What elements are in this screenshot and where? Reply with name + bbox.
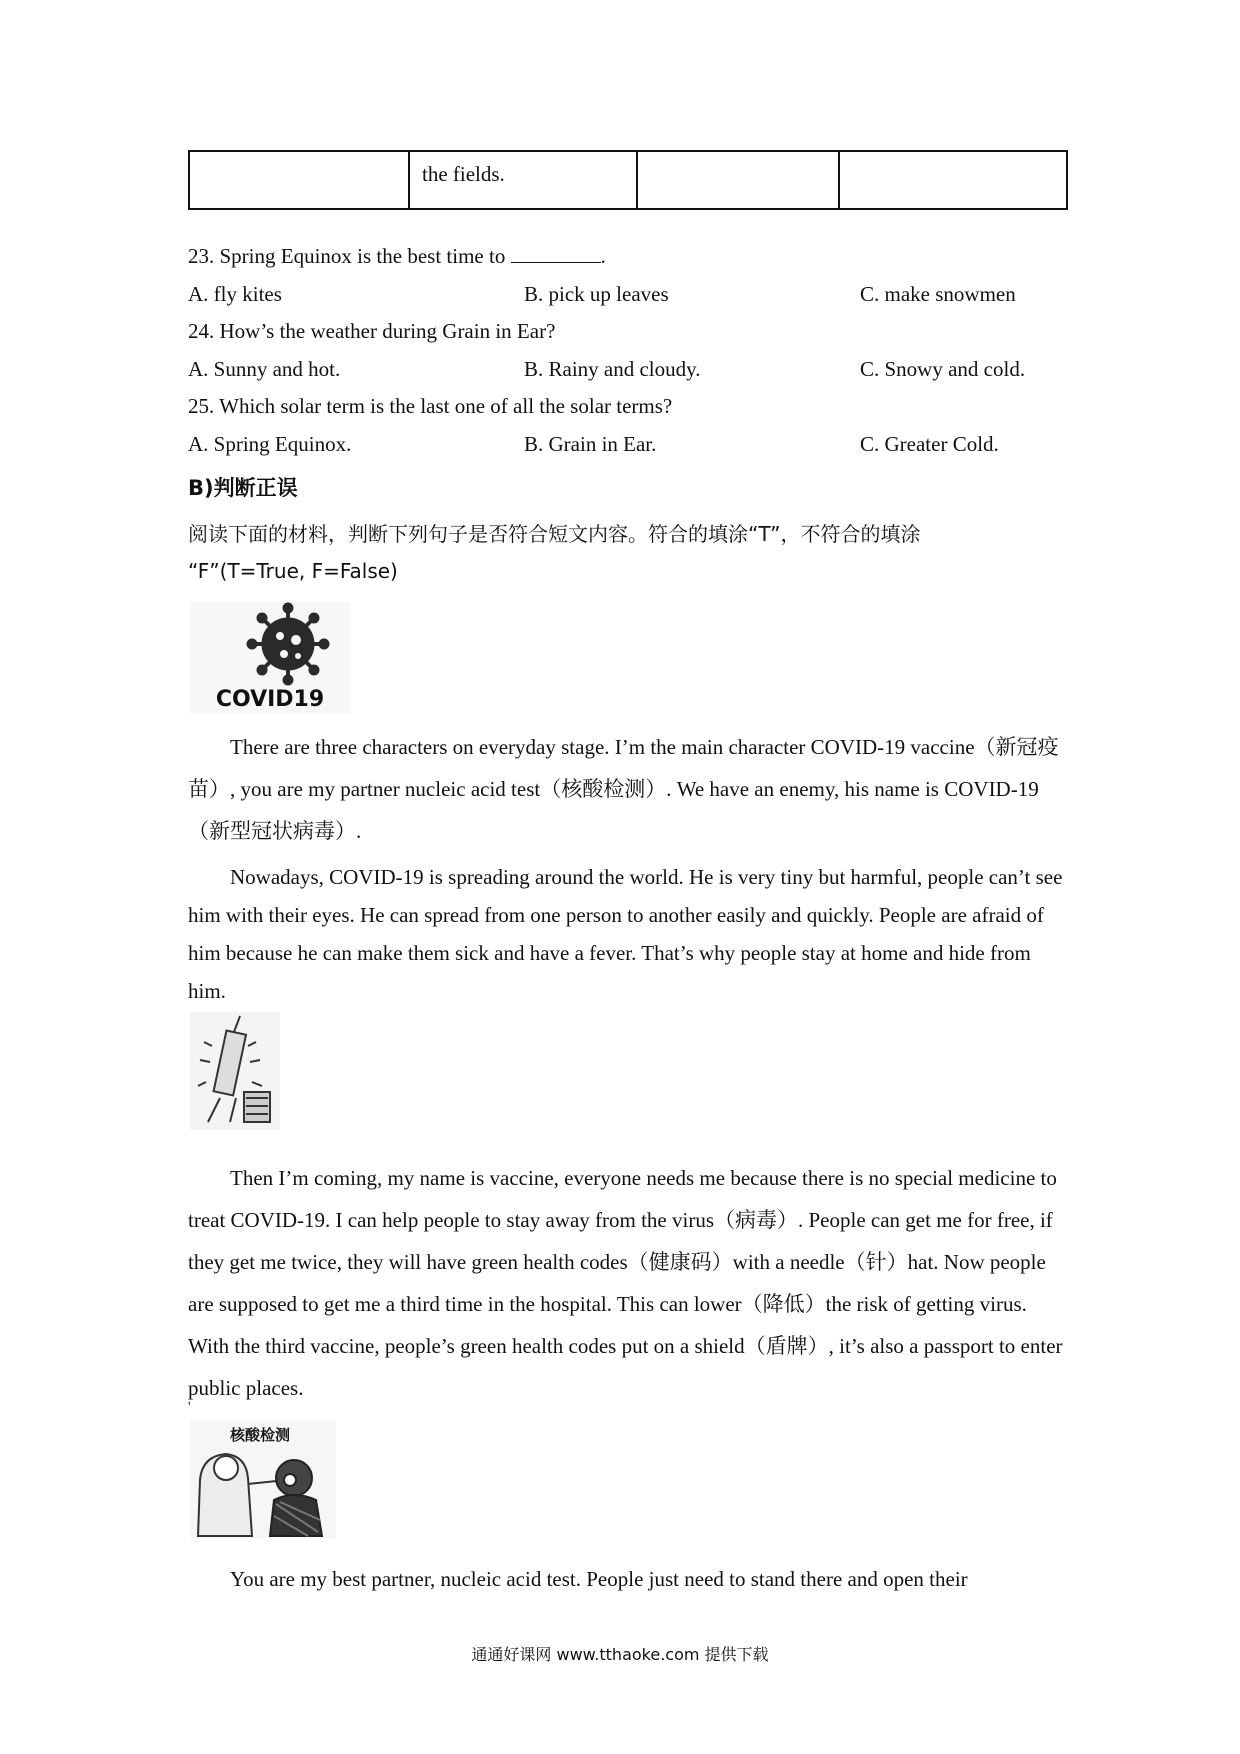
question-24: 24. How’s the weather during Grain in Ear? [188,319,556,343]
instruction-line-2: “F”(T=True, F=False) [188,559,398,583]
nucleic-acid-test-image [190,1420,336,1538]
vaccine-syringe-image [190,1012,280,1130]
covid-virus-image [190,602,350,714]
q25-option-c: C. Greater Cold. [860,432,999,456]
section-heading: B)判断正误 [188,476,298,500]
q25-option-a: A. Spring Equinox. [188,432,352,456]
table-cell-2: the fields. [410,152,638,208]
paragraph-2: Nowadays, COVID-19 is spreading around the world. He is very tiny but harmful, people can’t see him with their eyes. He can spread from one person to another easily and quickly. People are afraid of him because he can make them sick and have a fever. That’s why people stay at home and hide from him. [188,865,1063,1003]
paragraph-4: You are my best partner, nucleic acid test. People just need to stand there and open their [230,1567,968,1591]
question-stem-end: . [600,244,606,268]
paragraph-1: There are three characters on everyday stage. I’m the main character COVID-19 vaccine（新冠疫苗）, you are my partner nucleic acid test（核酸检测）. We have an enemy, his name is COVID-19（新型冠状病毒）. [188,735,1059,843]
q23-option-b: B. pick up leaves [524,282,669,306]
q25-option-b: B. Grain in Ear. [524,432,657,456]
question-23 [188,244,606,269]
stray-mark: ' [188,1400,191,1415]
table-cell-1 [190,152,410,208]
paragraph-3: Then I’m coming, my name is vaccine, everyone needs me because there is no special medicine to treat COVID-19. I can help people to stay away from the virus（病毒）. People can get me for free, if they get me twice, they will have green health codes（健康码）with a needle（针）hat. Now people are supposed to get me a third time in the hospital. This can lower（降低）the risk of getting virus. With the third vaccine, people’s green health codes put on a shield（盾牌）, it’s also a passport to enter public places. [188,1166,1063,1400]
table-fragment [188,150,1068,210]
q23-option-a: A. fly kites [188,282,282,306]
answer-blank [511,244,601,263]
q24-option-b: B. Rainy and cloudy. [524,357,701,381]
q24-option-c: C. Snowy and cold. [860,357,1026,381]
table-cell-3 [638,152,840,208]
table-cell-4 [840,152,1062,208]
nucleic-test-label: 核酸检测 [230,1426,291,1444]
instruction-line-1: 阅读下面的材料，判断下列句子是否符合短文内容。符合的填涂“T”，不符合的填涂 [188,522,921,546]
q23-option-c: C. make snowmen [860,282,1016,306]
covid-label: COVID19 [215,687,325,712]
question-25: 25. Which solar term is the last one of all the solar terms? [188,394,673,418]
page-footer: 通通好课网 www.tthaoke.com 提供下载 [471,1645,769,1664]
question-stem: 23. Spring Equinox is the best time to [188,244,506,268]
q24-option-a: A. Sunny and hot. [188,357,341,381]
